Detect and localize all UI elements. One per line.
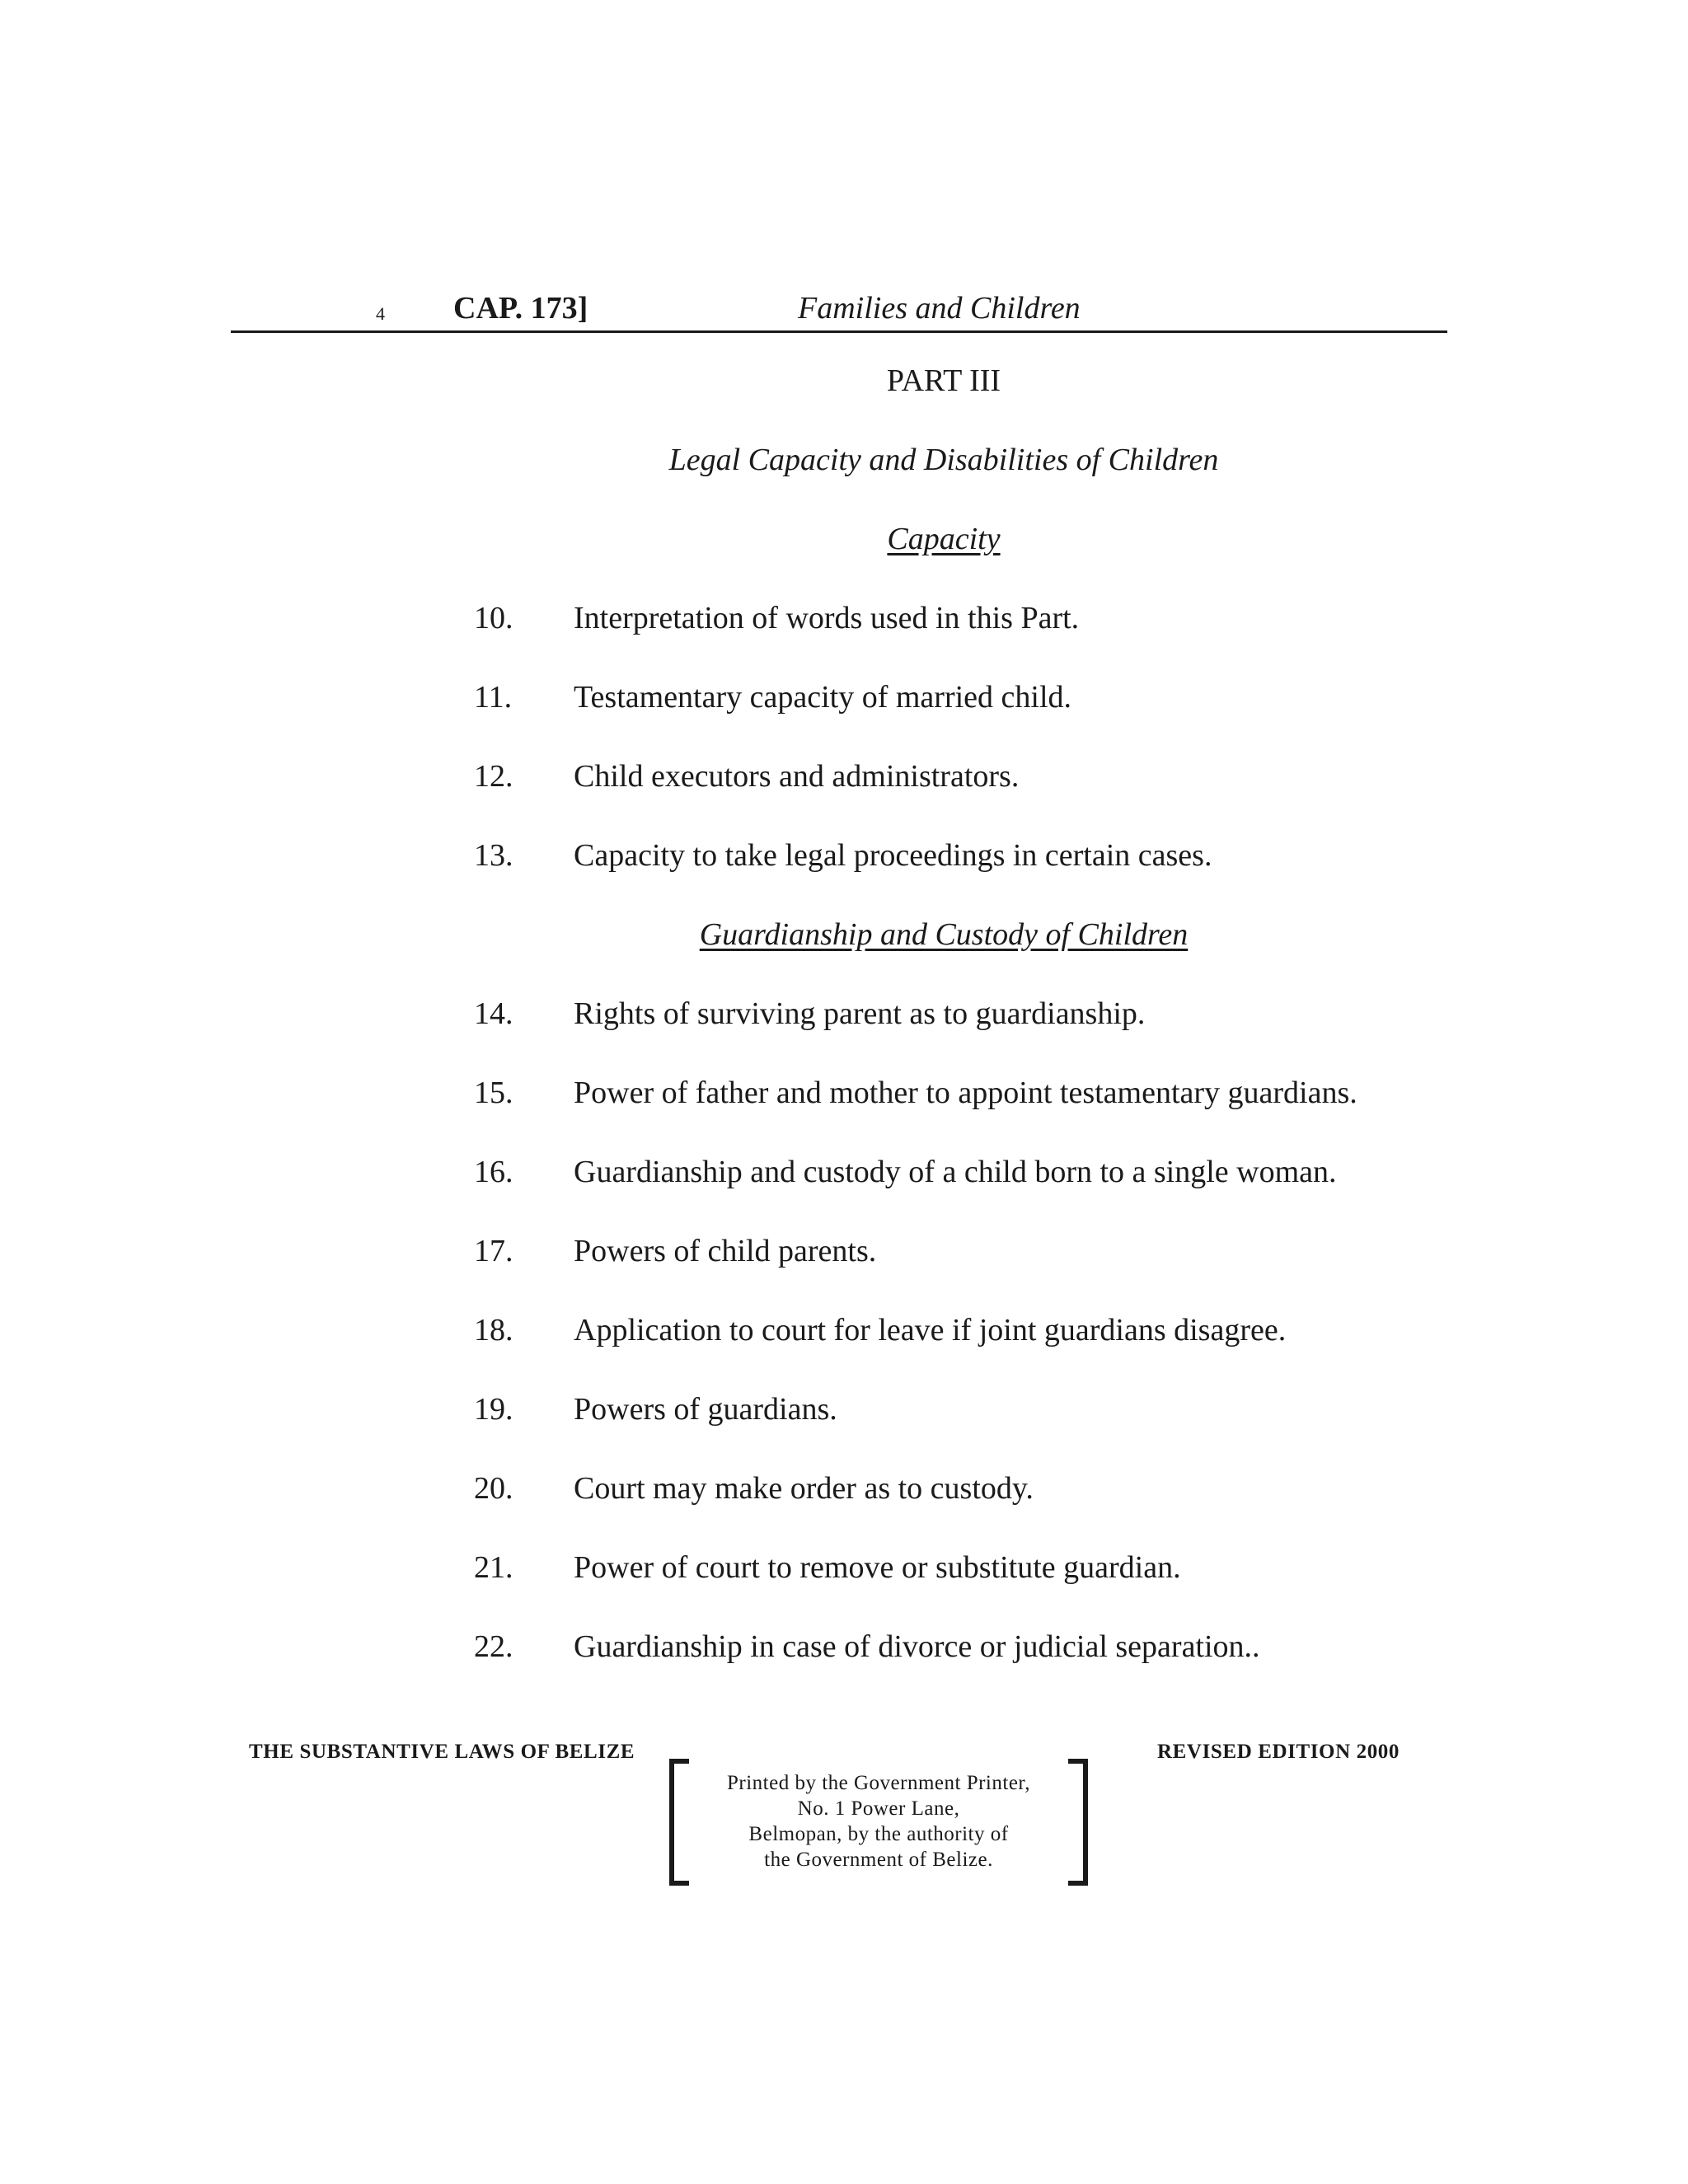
section-title: Interpretation of words used in this Part.	[574, 601, 1080, 635]
printer-line: No. 1 Power Lane,	[797, 1797, 960, 1820]
section-title: Court may make order as to custody.	[574, 1471, 1034, 1506]
header-rule	[231, 330, 1447, 333]
section-number: 20.	[474, 1471, 513, 1506]
printer-line: Belmopan, by the authority of	[748, 1823, 1009, 1845]
footer-edition: REVISED EDITION 2000	[1157, 1741, 1400, 1763]
section-title: Guardianship in case of divorce or judicial separation..	[574, 1629, 1260, 1664]
section-title: Power of court to remove or substitute guardian.	[574, 1550, 1181, 1585]
section-title: Power of father and mother to appoint testamentary guardians.	[574, 1076, 1357, 1110]
section-number: 12.	[474, 759, 513, 794]
section-heading-guardianship: Guardianship and Custody of Children	[699, 917, 1189, 952]
section-number: 11.	[474, 680, 513, 715]
section-title: Rights of surviving parent as to guardianship.	[574, 996, 1146, 1031]
section-title: Capacity to take legal proceedings in certain cases.	[574, 838, 1212, 873]
section-number: 15.	[474, 1076, 513, 1110]
section-title: Child executors and administrators.	[574, 759, 1020, 794]
section-number: 21.	[474, 1550, 513, 1585]
section-number: 22.	[474, 1629, 513, 1664]
page-number: 4	[376, 303, 385, 324]
section-title: Guardianship and custody of a child born to a single woman.	[574, 1155, 1337, 1189]
part-label: PART III	[886, 363, 1001, 398]
chapter-number: CAP. 173]	[453, 291, 588, 326]
section-title: Application to court for leave if joint guardians disagree.	[574, 1313, 1287, 1347]
section-number: 17.	[474, 1234, 513, 1268]
printer-line: the Government of Belize.	[764, 1849, 993, 1871]
section-number: 18.	[474, 1313, 513, 1347]
footer-publication-title: THE SUBSTANTIVE LAWS OF BELIZE	[249, 1741, 635, 1763]
section-number: 16.	[474, 1155, 513, 1189]
section-number: 10.	[474, 601, 513, 635]
part-title: Legal Capacity and Disabilities of Children	[668, 443, 1219, 477]
printer-line: Printed by the Government Printer,	[726, 1772, 1030, 1794]
printer-imprint	[669, 1759, 1088, 1879]
left-bracket	[669, 1759, 689, 1886]
section-title: Testamentary capacity of married child.	[574, 680, 1072, 715]
running-title: Families and Children	[798, 291, 1081, 326]
section-number: 14.	[474, 996, 513, 1031]
section-title: Powers of guardians.	[574, 1392, 837, 1427]
printer-imprint-text	[694, 1770, 1063, 1872]
section-number: 19.	[474, 1392, 513, 1427]
section-number: 13.	[474, 838, 513, 873]
right-bracket	[1068, 1759, 1088, 1886]
section-heading-capacity: Capacity	[887, 522, 1001, 556]
section-title: Powers of child parents.	[574, 1234, 877, 1268]
